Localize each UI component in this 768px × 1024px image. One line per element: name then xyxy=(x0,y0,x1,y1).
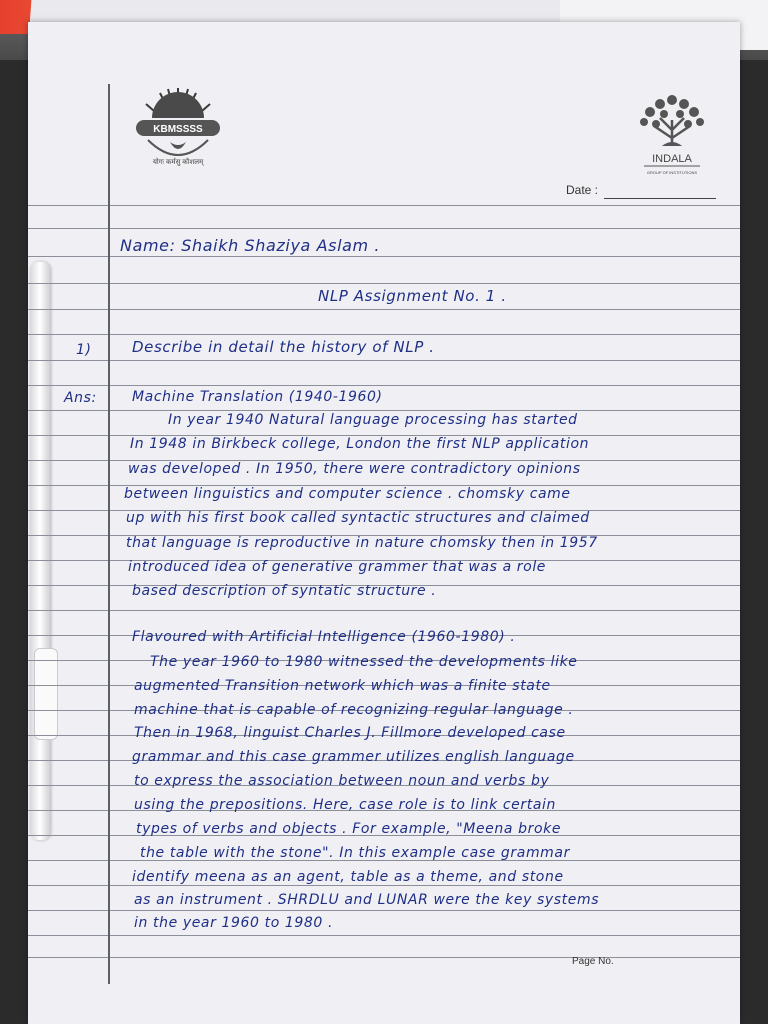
answer-line: in the year 1960 to 1980 . xyxy=(134,915,334,931)
ruled-line xyxy=(28,334,740,335)
ruled-line xyxy=(28,205,740,206)
answer-line: In year 1940 Natural language processing has started xyxy=(168,412,578,428)
page-binding-strip xyxy=(30,262,50,840)
binding-clip xyxy=(34,648,58,740)
answer-line: based description of syntatic structure . xyxy=(132,583,437,599)
ruled-line xyxy=(28,228,740,229)
ruled-line xyxy=(28,256,740,257)
answer-line: that language is reproductive in nature chomsky then in 1957 xyxy=(126,535,598,551)
answer-line: using the prepositions. Here, case role is to link certain xyxy=(134,797,556,813)
answer-line: augmented Transition network which was a finite state xyxy=(134,678,551,694)
question-number: 1) xyxy=(76,342,92,358)
answer-line: up with his first book called syntactic structures and claimed xyxy=(126,510,590,526)
ruled-line xyxy=(28,910,740,911)
answer-line: as an instrument . SHRDLU and LUNAR were the key systems xyxy=(134,892,600,908)
answer-line: was developed . In 1950, there were contradictory opinions xyxy=(128,461,581,477)
ruled-line xyxy=(28,360,740,361)
ruled-line xyxy=(28,385,740,386)
ruled-line xyxy=(28,935,740,936)
margin-line xyxy=(108,84,110,984)
section-heading: Machine Translation (1940-1960) xyxy=(132,389,383,405)
date-field-line xyxy=(604,198,716,199)
student-name: Name: Shaikh Shaziya Aslam . xyxy=(120,236,381,255)
answer-label: Ans: xyxy=(64,390,97,406)
kbmssss-logo xyxy=(130,84,226,176)
answer-line: the table with the stone". In this example case grammar xyxy=(140,845,570,861)
assignment-title: NLP Assignment No. 1 . xyxy=(318,287,507,305)
indala-logo xyxy=(630,90,714,182)
section-heading: Flavoured with Artificial Intelligence (1960-1980) . xyxy=(132,629,516,645)
answer-line: identify meena as an agent, table as a theme, and stone xyxy=(132,869,564,885)
answer-line: between linguistics and computer science . chomsky came xyxy=(124,486,571,502)
ruled-line xyxy=(28,957,740,958)
left-logo-motto: योगः कर्मसु कौशलम् xyxy=(152,159,204,166)
answer-line: In 1948 in Birkbeck college, London the first NLP application xyxy=(130,436,590,452)
ruled-line xyxy=(28,610,740,611)
ruled-line xyxy=(28,309,740,310)
right-logo-text: INDALA xyxy=(652,153,692,165)
answer-line: types of verbs and objects . For example, "Meena broke xyxy=(136,821,562,837)
page-number-label: Page No. xyxy=(572,956,614,967)
answer-line: The year 1960 to 1980 witnessed the developments like xyxy=(150,654,578,670)
answer-line: introduced idea of generative grammer that was a role xyxy=(128,559,547,575)
answer-line: Then in 1968, linguist Charles J. Fillmore developed case xyxy=(134,725,566,741)
answer-line: to express the association between noun and verbs by xyxy=(134,773,550,789)
question-text: Describe in detail the history of NLP . xyxy=(132,338,435,356)
answer-line: machine that is capable of recognizing regular language . xyxy=(134,702,574,718)
date-label: Date : xyxy=(566,183,599,197)
ruled-line xyxy=(28,283,740,284)
left-logo-text: KBMSSSS xyxy=(153,124,203,135)
answer-line: grammar and this case grammer utilizes english language xyxy=(132,749,575,765)
right-logo-subtext: GROUP OF INSTITUTIONS xyxy=(646,170,698,175)
